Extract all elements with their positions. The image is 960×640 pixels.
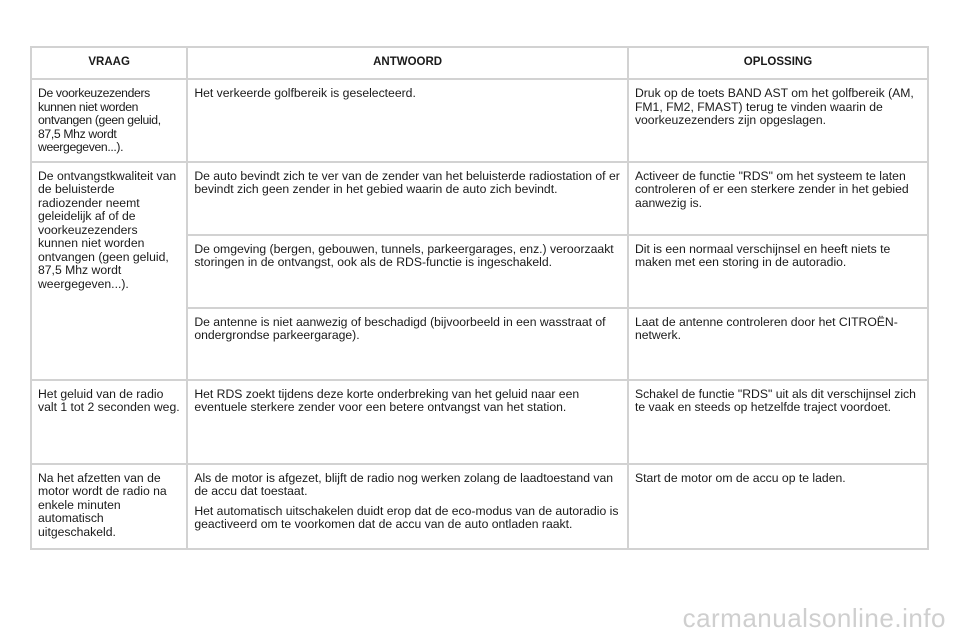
faq-table: [30, 46, 929, 550]
answer-cell: De auto bevindt zich te ver van de zender van het beluisterde radiostation of er bevindt zich geen zender in het gebied waarin de auto zich bevindt.: [187, 162, 628, 235]
answer-paragraph: Het automatisch uitschakelen duidt erop dat de eco-modus van de autoradio is geactiveerd om te voorkomen dat de accu van de auto ontladen raakt.: [194, 503, 619, 531]
solution-cell: Activeer de functie "RDS" om het systeem te laten controleren of er een sterkere zender in het gebied aanwezig is.: [628, 162, 928, 235]
header-answer: ANTWOORD: [187, 47, 628, 79]
answer-cell: De omgeving (bergen, gebouwen, tunnels, parkeergarages, enz.) veroorzaakt storingen in de ontvangst, ook als de RDS-functie is ingeschakeld.: [187, 235, 628, 308]
header-question: VRAAG: [31, 47, 187, 79]
answer-paragraph: Als de motor is afgezet, blijft de radio nog werken zolang de laadtoestand van de accu dat toestaat.: [194, 470, 614, 498]
solution-cell: Druk op de toets BAND AST om het golfbereik (AM, FM1, FM2, FMAST) terug te vinden waarin de voorkeuzezenders zijn opgeslagen.: [628, 79, 928, 162]
question-cell: Na het afzetten van de motor wordt de radio na enkele minuten automatisch uitgeschakeld.: [31, 464, 187, 549]
answer-cell: [187, 464, 628, 549]
header-row: [31, 47, 928, 79]
answer-cell: Het RDS zoekt tijdens deze korte onderbreking van het geluid naar een eventuele sterkere zender voor een betere ontvangst van het station.: [187, 380, 628, 464]
solution-cell: Start de motor om de accu op te laden.: [628, 464, 928, 549]
solution-cell: Schakel de functie "RDS" uit als dit verschijnsel zich te vaak en steeds op hetzelfde traject voordoet.: [628, 380, 928, 464]
question-cell: De ontvangstkwaliteit van de beluisterde radiozender neemt geleidelijk af of de voorkeuzezenders kunnen niet worden ontvangen (geen geluid, 87,5 Mhz wordt weergegeven...).: [31, 162, 187, 380]
watermark: carmanualsonline.info: [682, 603, 946, 633]
question-cell: De voorkeuzezenders kunnen niet worden ontvangen (geen geluid, 87,5 Mhz wordt weergegeven...).: [31, 79, 187, 162]
table-row: [31, 79, 928, 162]
answer-cell: Het verkeerde golfbereik is geselecteerd.: [187, 79, 628, 162]
header-solution: OPLOSSING: [628, 47, 928, 79]
question-cell: Het geluid van de radio valt 1 tot 2 seconden weg.: [31, 380, 187, 464]
table-row: [31, 162, 928, 235]
solution-cell: Dit is een normaal verschijnsel en heeft niets te maken met een storing in de autoradio.: [628, 235, 928, 308]
table-row: [31, 464, 928, 549]
table-row: [31, 380, 928, 464]
answer-cell: De antenne is niet aanwezig of beschadigd (bijvoorbeeld in een wasstraat of ondergrondse parkeergarage).: [187, 308, 628, 380]
solution-cell: Laat de antenne controleren door het CITROËN-netwerk.: [628, 308, 928, 380]
